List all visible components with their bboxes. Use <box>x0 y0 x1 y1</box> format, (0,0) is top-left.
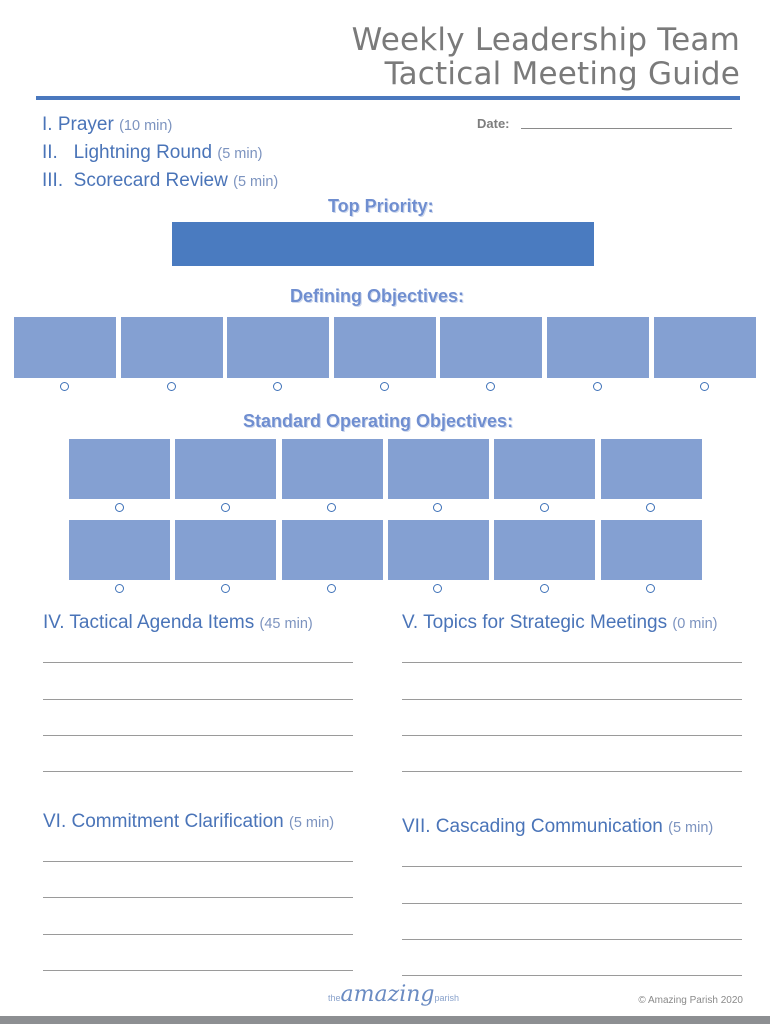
standard-objective-box[interactable] <box>601 439 702 499</box>
defining-objective-box-checkbox[interactable] <box>700 382 709 391</box>
section-label: IV. Tactical Agenda Items <box>43 612 255 633</box>
logo-main: amazing <box>340 982 435 1007</box>
date-field[interactable] <box>521 128 732 129</box>
logo-prefix: the <box>328 993 341 1003</box>
cascading-line[interactable] <box>402 939 742 940</box>
defining-objective-box[interactable] <box>654 317 756 378</box>
logo-suffix: parish <box>434 993 460 1003</box>
strategic-topics-heading <box>402 612 718 634</box>
agenda-item-minutes: (10 min) <box>119 118 173 134</box>
section-label: VII. Cascading Communication <box>402 816 663 837</box>
defining-objective-box[interactable] <box>121 317 223 378</box>
defining-objective-box[interactable] <box>334 317 436 378</box>
tactical-agenda-heading <box>43 612 313 634</box>
standard-objective-box-checkbox[interactable] <box>433 584 442 593</box>
defining-objective-box[interactable] <box>547 317 649 378</box>
standard-objective-box-checkbox[interactable] <box>221 584 230 593</box>
defining-objective-box-checkbox[interactable] <box>486 382 495 391</box>
defining-objectives-heading: Defining Objectives: <box>290 286 465 306</box>
standard-objective-box-checkbox[interactable] <box>433 503 442 512</box>
section-minutes: (5 min) <box>668 820 714 836</box>
defining-objective-box[interactable] <box>14 317 116 378</box>
header-divider <box>36 96 740 100</box>
standard-objective-box-checkbox[interactable] <box>115 503 124 512</box>
tactical-line[interactable] <box>43 662 353 663</box>
page-title-line-2: Tactical Meeting Guide <box>384 56 740 92</box>
agenda-item-label: I. Prayer <box>42 114 114 135</box>
strategic-topics-line[interactable] <box>402 771 742 772</box>
copyright-notice: © Amazing Parish 2020 <box>638 995 743 1006</box>
standard-objective-box-checkbox[interactable] <box>646 503 655 512</box>
defining-objective-box-checkbox[interactable] <box>273 382 282 391</box>
standard-objective-box-checkbox[interactable] <box>115 584 124 593</box>
defining-objective-box[interactable] <box>227 317 329 378</box>
agenda-item-minutes: (5 min) <box>217 146 263 162</box>
top-priority-box[interactable] <box>172 222 594 266</box>
standard-objective-box[interactable] <box>601 520 702 580</box>
cascading-line[interactable] <box>402 975 742 976</box>
defining-objective-box[interactable] <box>440 317 542 378</box>
agenda-item-label: II. Lightning Round <box>42 142 213 163</box>
defining-objective-box-checkbox[interactable] <box>60 382 69 391</box>
page-title-line-1: Weekly Leadership Team <box>351 22 740 58</box>
tactical-line[interactable] <box>43 771 353 772</box>
standard-objective-box-checkbox[interactable] <box>221 503 230 512</box>
standard-objectives-heading: Standard Operating Objectives: <box>243 411 514 431</box>
standard-objective-box[interactable] <box>494 520 595 580</box>
commitment-line[interactable] <box>43 970 353 971</box>
standard-objective-box[interactable] <box>175 520 276 580</box>
standard-objective-box[interactable] <box>388 439 489 499</box>
tactical-line[interactable] <box>43 699 353 700</box>
strategic-topics-line[interactable] <box>402 735 742 736</box>
commitment-clarification-heading <box>43 811 334 833</box>
standard-objective-box-checkbox[interactable] <box>540 503 549 512</box>
agenda-item-minutes: (5 min) <box>233 174 279 190</box>
standard-objective-box[interactable] <box>388 520 489 580</box>
agenda-item-scorecard-review <box>42 170 278 192</box>
amazing-parish-logo <box>328 982 459 1007</box>
standard-objective-box[interactable] <box>282 520 383 580</box>
defining-objective-box-checkbox[interactable] <box>167 382 176 391</box>
section-label: VI. Commitment Clarification <box>43 811 284 832</box>
agenda-item-label: III. Scorecard Review <box>42 170 228 191</box>
standard-objective-box[interactable] <box>175 439 276 499</box>
standard-objective-box-checkbox[interactable] <box>646 584 655 593</box>
section-minutes: (0 min) <box>672 616 718 632</box>
cascading-communication-heading <box>402 816 713 838</box>
standard-objective-box[interactable] <box>69 439 170 499</box>
commitment-line[interactable] <box>43 934 353 935</box>
strategic-topics-line[interactable] <box>402 699 742 700</box>
strategic-topics-line[interactable] <box>402 662 742 663</box>
date-label: Date: <box>477 116 510 131</box>
section-minutes: (5 min) <box>289 815 335 831</box>
standard-objective-box-checkbox[interactable] <box>327 503 336 512</box>
defining-objective-box-checkbox[interactable] <box>380 382 389 391</box>
cascading-line[interactable] <box>402 903 742 904</box>
defining-objective-box-checkbox[interactable] <box>593 382 602 391</box>
footer-bar <box>0 1016 770 1024</box>
commitment-line[interactable] <box>43 897 353 898</box>
commitment-line[interactable] <box>43 861 353 862</box>
section-label: V. Topics for Strategic Meetings <box>402 612 668 633</box>
tactical-line[interactable] <box>43 735 353 736</box>
top-priority-heading: Top Priority: <box>328 196 434 216</box>
standard-objective-box[interactable] <box>282 439 383 499</box>
standard-objective-box[interactable] <box>494 439 595 499</box>
cascading-line[interactable] <box>402 866 742 867</box>
standard-objective-box-checkbox[interactable] <box>327 584 336 593</box>
section-minutes: (45 min) <box>259 616 313 632</box>
standard-objective-box-checkbox[interactable] <box>540 584 549 593</box>
standard-objective-box[interactable] <box>69 520 170 580</box>
agenda-item-lightning-round <box>42 142 262 164</box>
agenda-item-prayer <box>42 114 172 136</box>
